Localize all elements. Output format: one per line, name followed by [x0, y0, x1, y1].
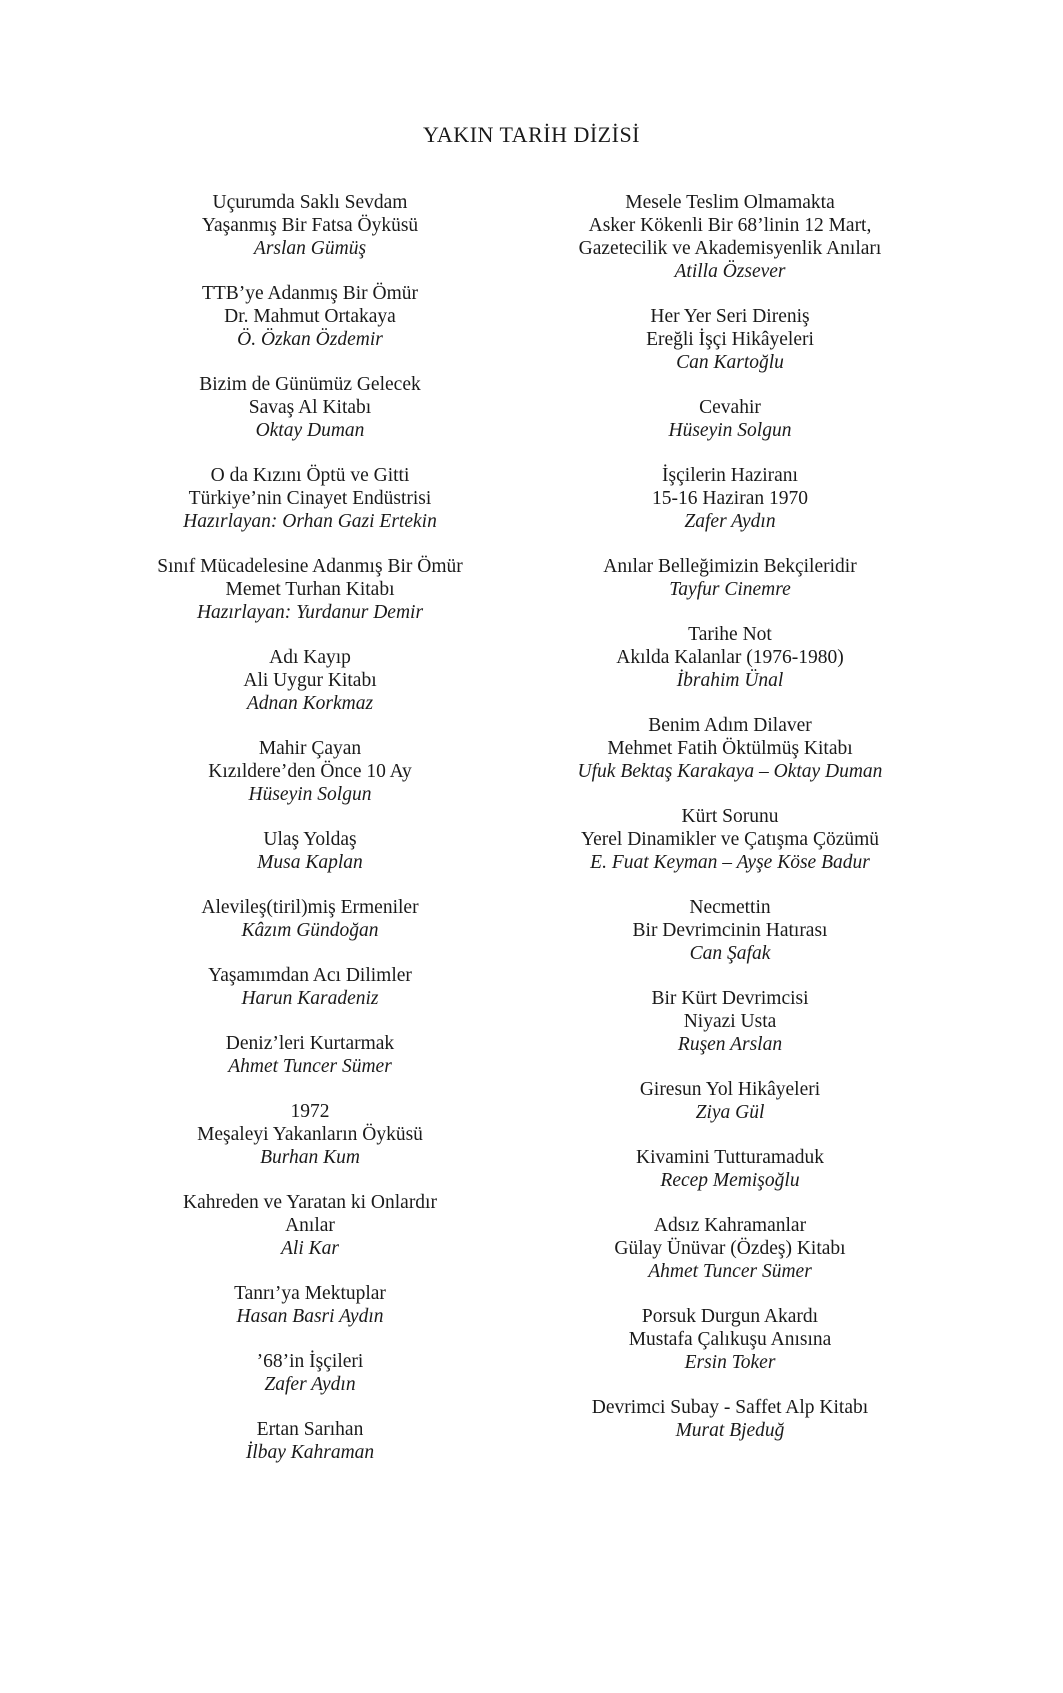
book-author: Zafer Aydın	[684, 511, 776, 532]
book-title-line: Bizim de Günümüz Gelecek	[199, 374, 421, 395]
book-entry	[100, 1350, 520, 1396]
book-entry	[520, 623, 940, 692]
book-entry	[520, 305, 940, 374]
book-author: Kâzım Gündoğan	[241, 920, 379, 941]
book-title-line: Adsız Kahramanlar	[653, 1215, 807, 1236]
book-title-line: Anılar Belleğimizin Bekçileridir	[603, 556, 857, 577]
book-title-line: 15-16 Haziran 1970	[652, 488, 808, 509]
book-author: Arslan Gümüş	[253, 238, 367, 259]
book-title-line: Kivamini Tutturamaduk	[636, 1147, 824, 1168]
book-entry	[520, 555, 940, 601]
book-title-line: Ali Uygur Kitabı	[243, 670, 377, 691]
book-entry	[100, 191, 520, 260]
right-book-column	[520, 191, 940, 1464]
book-entry	[100, 896, 520, 942]
book-title-line: Bir Devrimcinin Hatırası	[632, 920, 828, 941]
book-title-line: TTB’ye Adanmış Bir Ömür	[201, 283, 419, 304]
book-entry	[100, 964, 520, 1010]
book-entry	[100, 1032, 520, 1078]
book-title-line: İşçilerin Haziranı	[662, 465, 798, 486]
book-author: İbrahim Ünal	[676, 670, 784, 691]
book-title-line: Yaşamımdan Acı Dilimler	[208, 965, 412, 986]
book-entry	[100, 1418, 520, 1464]
book-entry	[100, 646, 520, 715]
book-title-line: Meşaleyi Yakanların Öyküsü	[197, 1124, 423, 1145]
book-title-line: Adı Kayıp	[269, 647, 351, 668]
book-author: Musa Kaplan	[257, 852, 363, 873]
book-author: Ruşen Arslan	[677, 1034, 783, 1055]
book-title-line: 1972	[290, 1101, 330, 1122]
book-author: Oktay Duman	[255, 420, 365, 441]
book-title-line: Ereğli İşçi Hikâyeleri	[646, 329, 814, 350]
book-title-line: Kızıldere’den Önce 10 Ay	[208, 761, 412, 782]
book-entry	[100, 373, 520, 442]
book-title-line: Akılda Kalanlar (1976-1980)	[616, 647, 844, 668]
book-title-line: Cevahir	[699, 397, 761, 418]
book-entry	[100, 828, 520, 874]
left-book-column	[100, 191, 520, 1486]
book-title-line: Kürt Sorunu	[681, 806, 779, 827]
book-entry	[520, 805, 940, 874]
book-author: E. Fuat Keyman – Ayşe Köse Badur	[590, 852, 870, 873]
book-author: Harun Karadeniz	[241, 988, 379, 1009]
book-title-line: Kahreden ve Yaratan ki Onlardır	[183, 1192, 437, 1213]
book-entry	[100, 1282, 520, 1328]
book-title-line: O da Kızını Öptü ve Gitti	[210, 465, 410, 486]
book-entry	[520, 191, 940, 283]
book-author: Hüseyin Solgun	[248, 784, 372, 805]
book-author: Adnan Korkmaz	[246, 693, 374, 714]
book-title-line: Sınıf Mücadelesine Adanmış Bir Ömür	[157, 556, 463, 577]
book-entry	[100, 282, 520, 351]
book-author: Tayfur Cinemre	[669, 579, 791, 600]
book-title-line: Tanrı’ya Mektuplar	[234, 1283, 386, 1304]
book-title-line: Necmettin	[689, 897, 771, 918]
book-author: Ali Kar	[281, 1238, 339, 1259]
book-title-line: Asker Kökenli Bir 68’linin 12 Mart,	[588, 215, 872, 236]
book-entry	[100, 1100, 520, 1169]
book-entry	[520, 896, 940, 965]
book-title-line: Niyazi Usta	[683, 1011, 777, 1032]
book-author: Ahmet Tuncer Sümer	[228, 1056, 392, 1077]
book-entry	[520, 1305, 940, 1374]
book-author: Ziya Gül	[695, 1102, 765, 1123]
book-entry	[100, 464, 520, 533]
book-title-line: Deniz’leri Kurtarmak	[225, 1033, 395, 1054]
book-author: Ersin Toker	[684, 1352, 776, 1373]
book-author: Hazırlayan: Orhan Gazi Ertekin	[183, 511, 437, 532]
book-author: Atilla Özsever	[674, 261, 786, 282]
book-title-line: Mahir Çayan	[258, 738, 362, 759]
book-author: İlbay Kahraman	[245, 1442, 375, 1463]
book-author: Recep Memişoğlu	[660, 1170, 800, 1191]
book-title-line: Porsuk Durgun Akardı	[641, 1306, 819, 1327]
book-title-line: Bir Kürt Devrimcisi	[651, 988, 809, 1009]
book-title-line: Mustafa Çalıkuşu Anısına	[628, 1329, 832, 1350]
book-entry	[520, 396, 940, 442]
book-title-line: Türkiye’nin Cinayet Endüstrisi	[188, 488, 432, 509]
book-title-line: Benim Adım Dilaver	[648, 715, 812, 736]
book-title-line: Tarihe Not	[688, 624, 772, 645]
book-title-line: Yerel Dinamikler ve Çatışma Çözümü	[580, 829, 880, 850]
book-author: Hasan Basri Aydın	[236, 1306, 384, 1327]
book-title-line: Devrimci Subay - Saffet Alp Kitabı	[591, 1397, 869, 1418]
book-title-line: Savaş Al Kitabı	[248, 397, 372, 418]
book-author: Burhan Kum	[260, 1147, 360, 1168]
book-entry	[100, 555, 520, 624]
book-title-line: Gülay Ünüvar (Özdeş) Kitabı	[614, 1238, 846, 1259]
book-title-line: Mehmet Fatih Öktülmüş Kitabı	[607, 738, 853, 759]
book-title-line: Yaşanmış Bir Fatsa Öyküsü	[201, 215, 419, 236]
book-author: Ahmet Tuncer Sümer	[648, 1261, 812, 1282]
book-title-line: Memet Turhan Kitabı	[225, 579, 395, 600]
book-entry	[520, 1078, 940, 1124]
book-author: Can Kartoğlu	[676, 352, 784, 373]
book-entry	[100, 737, 520, 806]
page-title: YAKIN TARİH DİZİSİ	[422, 122, 641, 147]
book-title-line: Gazetecilik ve Akademisyenlik Anıları	[578, 238, 882, 259]
book-author: Hazırlayan: Yurdanur Demir	[196, 602, 424, 623]
book-title-line: Anılar	[285, 1215, 335, 1236]
book-entry	[520, 1146, 940, 1192]
book-title-line: Mesele Teslim Olmamakta	[625, 192, 835, 213]
book-title-line: Alevileş(tiril)miş Ermeniler	[201, 897, 419, 918]
book-entry	[520, 464, 940, 533]
book-entry	[520, 1214, 940, 1283]
book-author: Ö. Özkan Özdemir	[237, 329, 383, 350]
book-author: Ufuk Bektaş Karakaya – Oktay Duman	[577, 761, 883, 782]
book-title-line: ’68’in İşçileri	[256, 1351, 364, 1372]
book-title-line: Ulaş Yoldaş	[263, 829, 357, 850]
book-author: Zafer Aydın	[264, 1374, 356, 1395]
book-author: Murat Bjeduğ	[675, 1420, 785, 1441]
book-entry	[520, 1396, 940, 1442]
book-title-line: Her Yer Seri Direniş	[650, 306, 810, 327]
book-entry	[520, 987, 940, 1056]
book-entry	[100, 1191, 520, 1260]
book-entry	[520, 714, 940, 783]
book-author: Hüseyin Solgun	[668, 420, 792, 441]
book-title-line: Dr. Mahmut Ortakaya	[224, 306, 396, 327]
book-author: Can Şafak	[689, 943, 771, 964]
book-title-line: Uçurumda Saklı Sevdam	[212, 192, 408, 213]
book-title-line: Ertan Sarıhan	[256, 1419, 364, 1440]
book-title-line: Giresun Yol Hikâyeleri	[639, 1079, 821, 1100]
